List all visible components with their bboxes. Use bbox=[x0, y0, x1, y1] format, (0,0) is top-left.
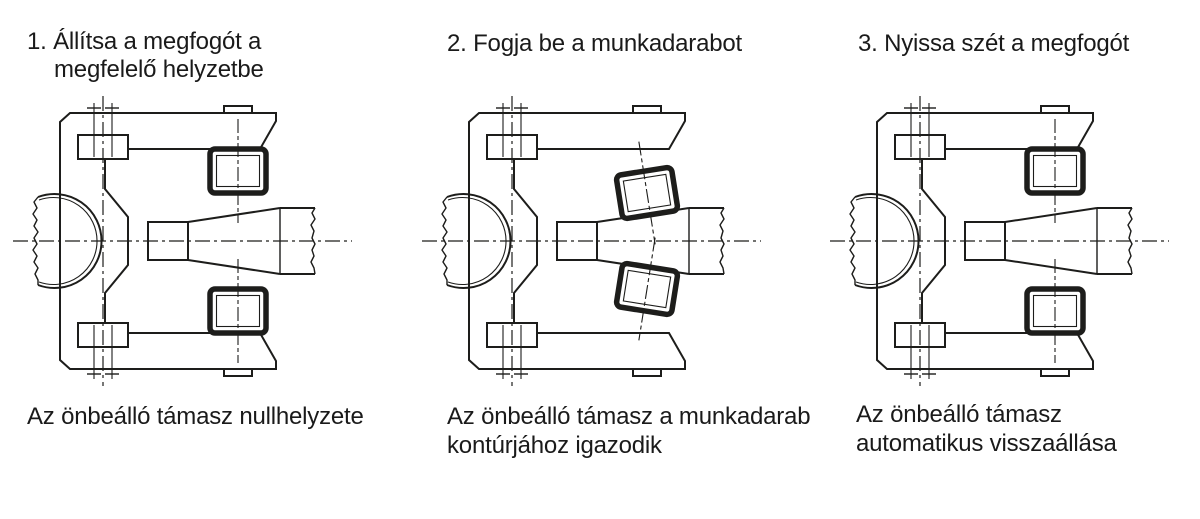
step-title-line: 2. Fogja be a munkadarabot bbox=[447, 30, 742, 57]
clamp-fixture bbox=[13, 96, 352, 386]
fixture-drawing-null-position bbox=[8, 91, 356, 391]
step-title-line: 1. Állítsa a megfogót a bbox=[27, 28, 262, 55]
caption-line: kontúrjához igazodik bbox=[447, 432, 662, 459]
gripper-pad-top bbox=[1027, 119, 1083, 223]
caption-3 bbox=[856, 400, 1117, 458]
caption-line: Az önbeálló támasz bbox=[856, 401, 1062, 428]
gripper-pad-top bbox=[210, 119, 266, 223]
caption-line: automatikus visszaállása bbox=[856, 430, 1117, 457]
clamp-fixture bbox=[422, 96, 761, 386]
step-title-line: 3. Nyissa szét a megfogót bbox=[858, 30, 1130, 57]
clamp-fixture bbox=[830, 96, 1169, 386]
gripper-pad-bottom bbox=[1027, 259, 1083, 363]
gripper-pad-top-tilted bbox=[611, 137, 683, 248]
caption-2 bbox=[447, 402, 810, 460]
fixture-drawing-reset bbox=[825, 91, 1173, 391]
step-title-1 bbox=[27, 28, 264, 84]
gripper-pad-bottom bbox=[210, 259, 266, 363]
step-title-3 bbox=[858, 30, 1129, 58]
caption-1 bbox=[27, 402, 364, 431]
step-title-2 bbox=[447, 30, 742, 58]
caption-line: Az önbeálló támasz a munkadarab bbox=[447, 403, 811, 430]
step-title-line: megfelelő helyzetbe bbox=[54, 56, 264, 83]
gripper-pad-bottom-tilted bbox=[611, 233, 683, 344]
caption-line: Az önbeálló támasz nullhelyzete bbox=[27, 403, 364, 430]
fixture-drawing-clamped bbox=[417, 91, 765, 391]
